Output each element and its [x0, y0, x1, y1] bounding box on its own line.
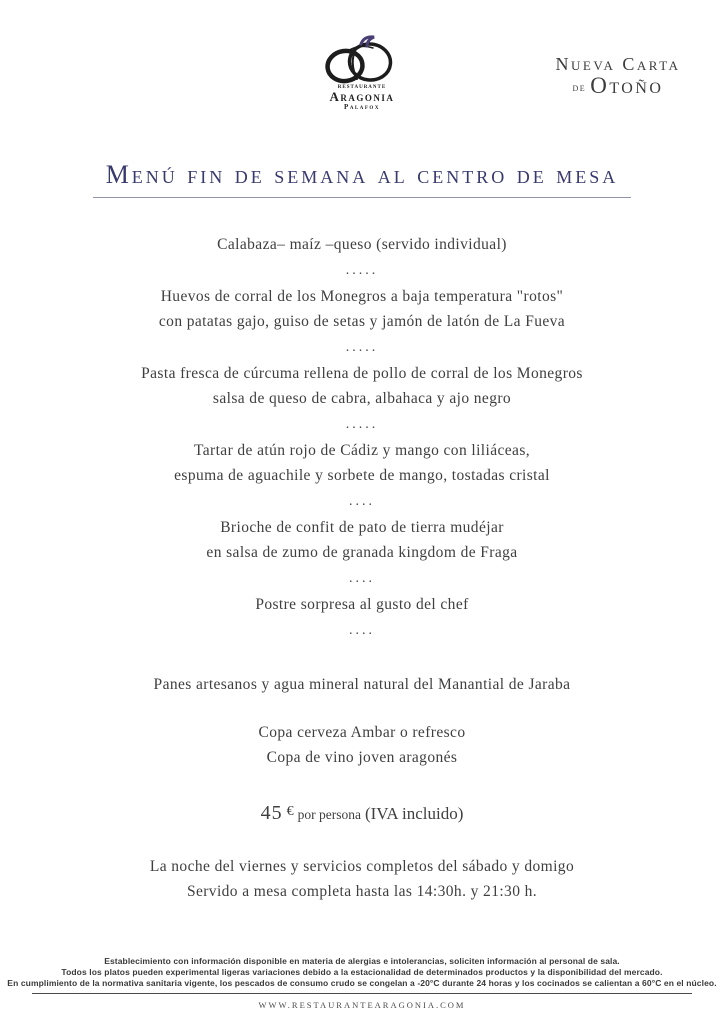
service-note-line: La noche del viernes y servicios completos del sábado y domigo — [149, 858, 575, 875]
beverage-line: Copa cerveza Ambar o refresco — [258, 724, 466, 741]
service-notes — [0, 854, 724, 904]
extras-block — [0, 672, 724, 697]
dish-line: Pasta fresca de cúrcuma rellena de pollo de corral de los Monegros — [141, 365, 583, 382]
price-tax-note: (IVA incluido) — [364, 804, 464, 823]
seasonal-otono: Otoño — [590, 73, 664, 98]
seasonal-line2 — [538, 74, 698, 101]
price-per-person: por persona — [297, 807, 361, 822]
menu-item — [0, 232, 724, 284]
menu-item — [0, 361, 724, 438]
header — [0, 0, 724, 160]
menu-item — [0, 592, 724, 644]
seasonal-line1: Nueva Carta — [555, 54, 681, 74]
dish-line: en salsa de zumo de granada kingdom de Fraga — [206, 544, 518, 561]
seasonal-title — [538, 54, 698, 101]
restaurant-logo — [302, 33, 422, 112]
dots-separator: .... — [349, 623, 375, 638]
menu-item — [0, 515, 724, 592]
title-divider — [93, 197, 631, 198]
website-text: WWW.RESTAURANTEARAGONIA.COM — [258, 1000, 466, 1010]
extras-line: Panes artesanos y agua mineral natural del Manantial de Jaraba — [153, 676, 571, 693]
dots-separator: ..... — [345, 263, 379, 278]
euro-currency-symbol: € — [286, 804, 294, 819]
dish-line: salsa de queso de cabra, albahaca y ajo negro — [212, 390, 512, 407]
dish-line: Brioche de confit de pato de tierra mudéjar — [220, 519, 504, 536]
footer — [0, 956, 724, 1010]
dish-line: Tartar de atún rojo de Cádiz y mango con liliáceas, — [193, 442, 531, 459]
dish-line: Calabaza– maíz –queso (servido individual) — [217, 236, 507, 253]
dots-separator: .... — [349, 494, 375, 509]
dish-line: con patatas gajo, guiso de setas y jamón de latón de La Fueva — [158, 313, 566, 330]
price-line — [0, 798, 724, 829]
beverages-block — [0, 720, 724, 770]
dish-line: Postre sorpresa al gusto del chef — [255, 596, 469, 613]
menu-body — [0, 232, 724, 904]
service-note-line: Servido a mesa completa hasta las 14:30h. y 21:30 h. — [186, 883, 538, 900]
logo-restaurante-label: RESTAURANTE — [337, 85, 387, 90]
footer-divider — [32, 993, 692, 994]
page-title: Menú fin de semana al centro de mesa — [105, 160, 619, 189]
legal-line: En cumplimiento de la normativa sanitaria vigente, los pescados de consumo crudo se congelan a -20°C durante 24 horas y los cocinados se calientan a 60°C en el núcleo. — [7, 978, 717, 988]
dish-line: Huevos de corral de los Monegros a baja temperatura "rotos" — [160, 288, 564, 305]
logo-sub-label: Palafox — [344, 103, 380, 111]
seasonal-de: de — [572, 82, 587, 94]
legal-line: Todos los platos pueden experimental ligeras variaciones debido a la estacionalidad de determinados productos y la disponibilidad del mercado. — [61, 967, 663, 977]
menu-item — [0, 438, 724, 515]
dish-line: espuma de aguachile y sorbete de mango, tostadas cristal — [174, 467, 550, 484]
logo-name-label: Aragonia — [329, 89, 395, 104]
dots-separator: ..... — [345, 340, 379, 355]
beverage-line: Copa de vino joven aragonés — [266, 749, 458, 766]
legal-line: Establecimiento con información disponible en materia de alergias e intolerancias, soliciten información al personal de sala. — [104, 956, 620, 966]
pumpkin-logo-icon — [302, 33, 422, 87]
menu-item — [0, 284, 724, 361]
price-amount: 45 — [260, 802, 283, 824]
dots-separator: .... — [349, 571, 375, 586]
dots-separator: ..... — [345, 417, 379, 432]
